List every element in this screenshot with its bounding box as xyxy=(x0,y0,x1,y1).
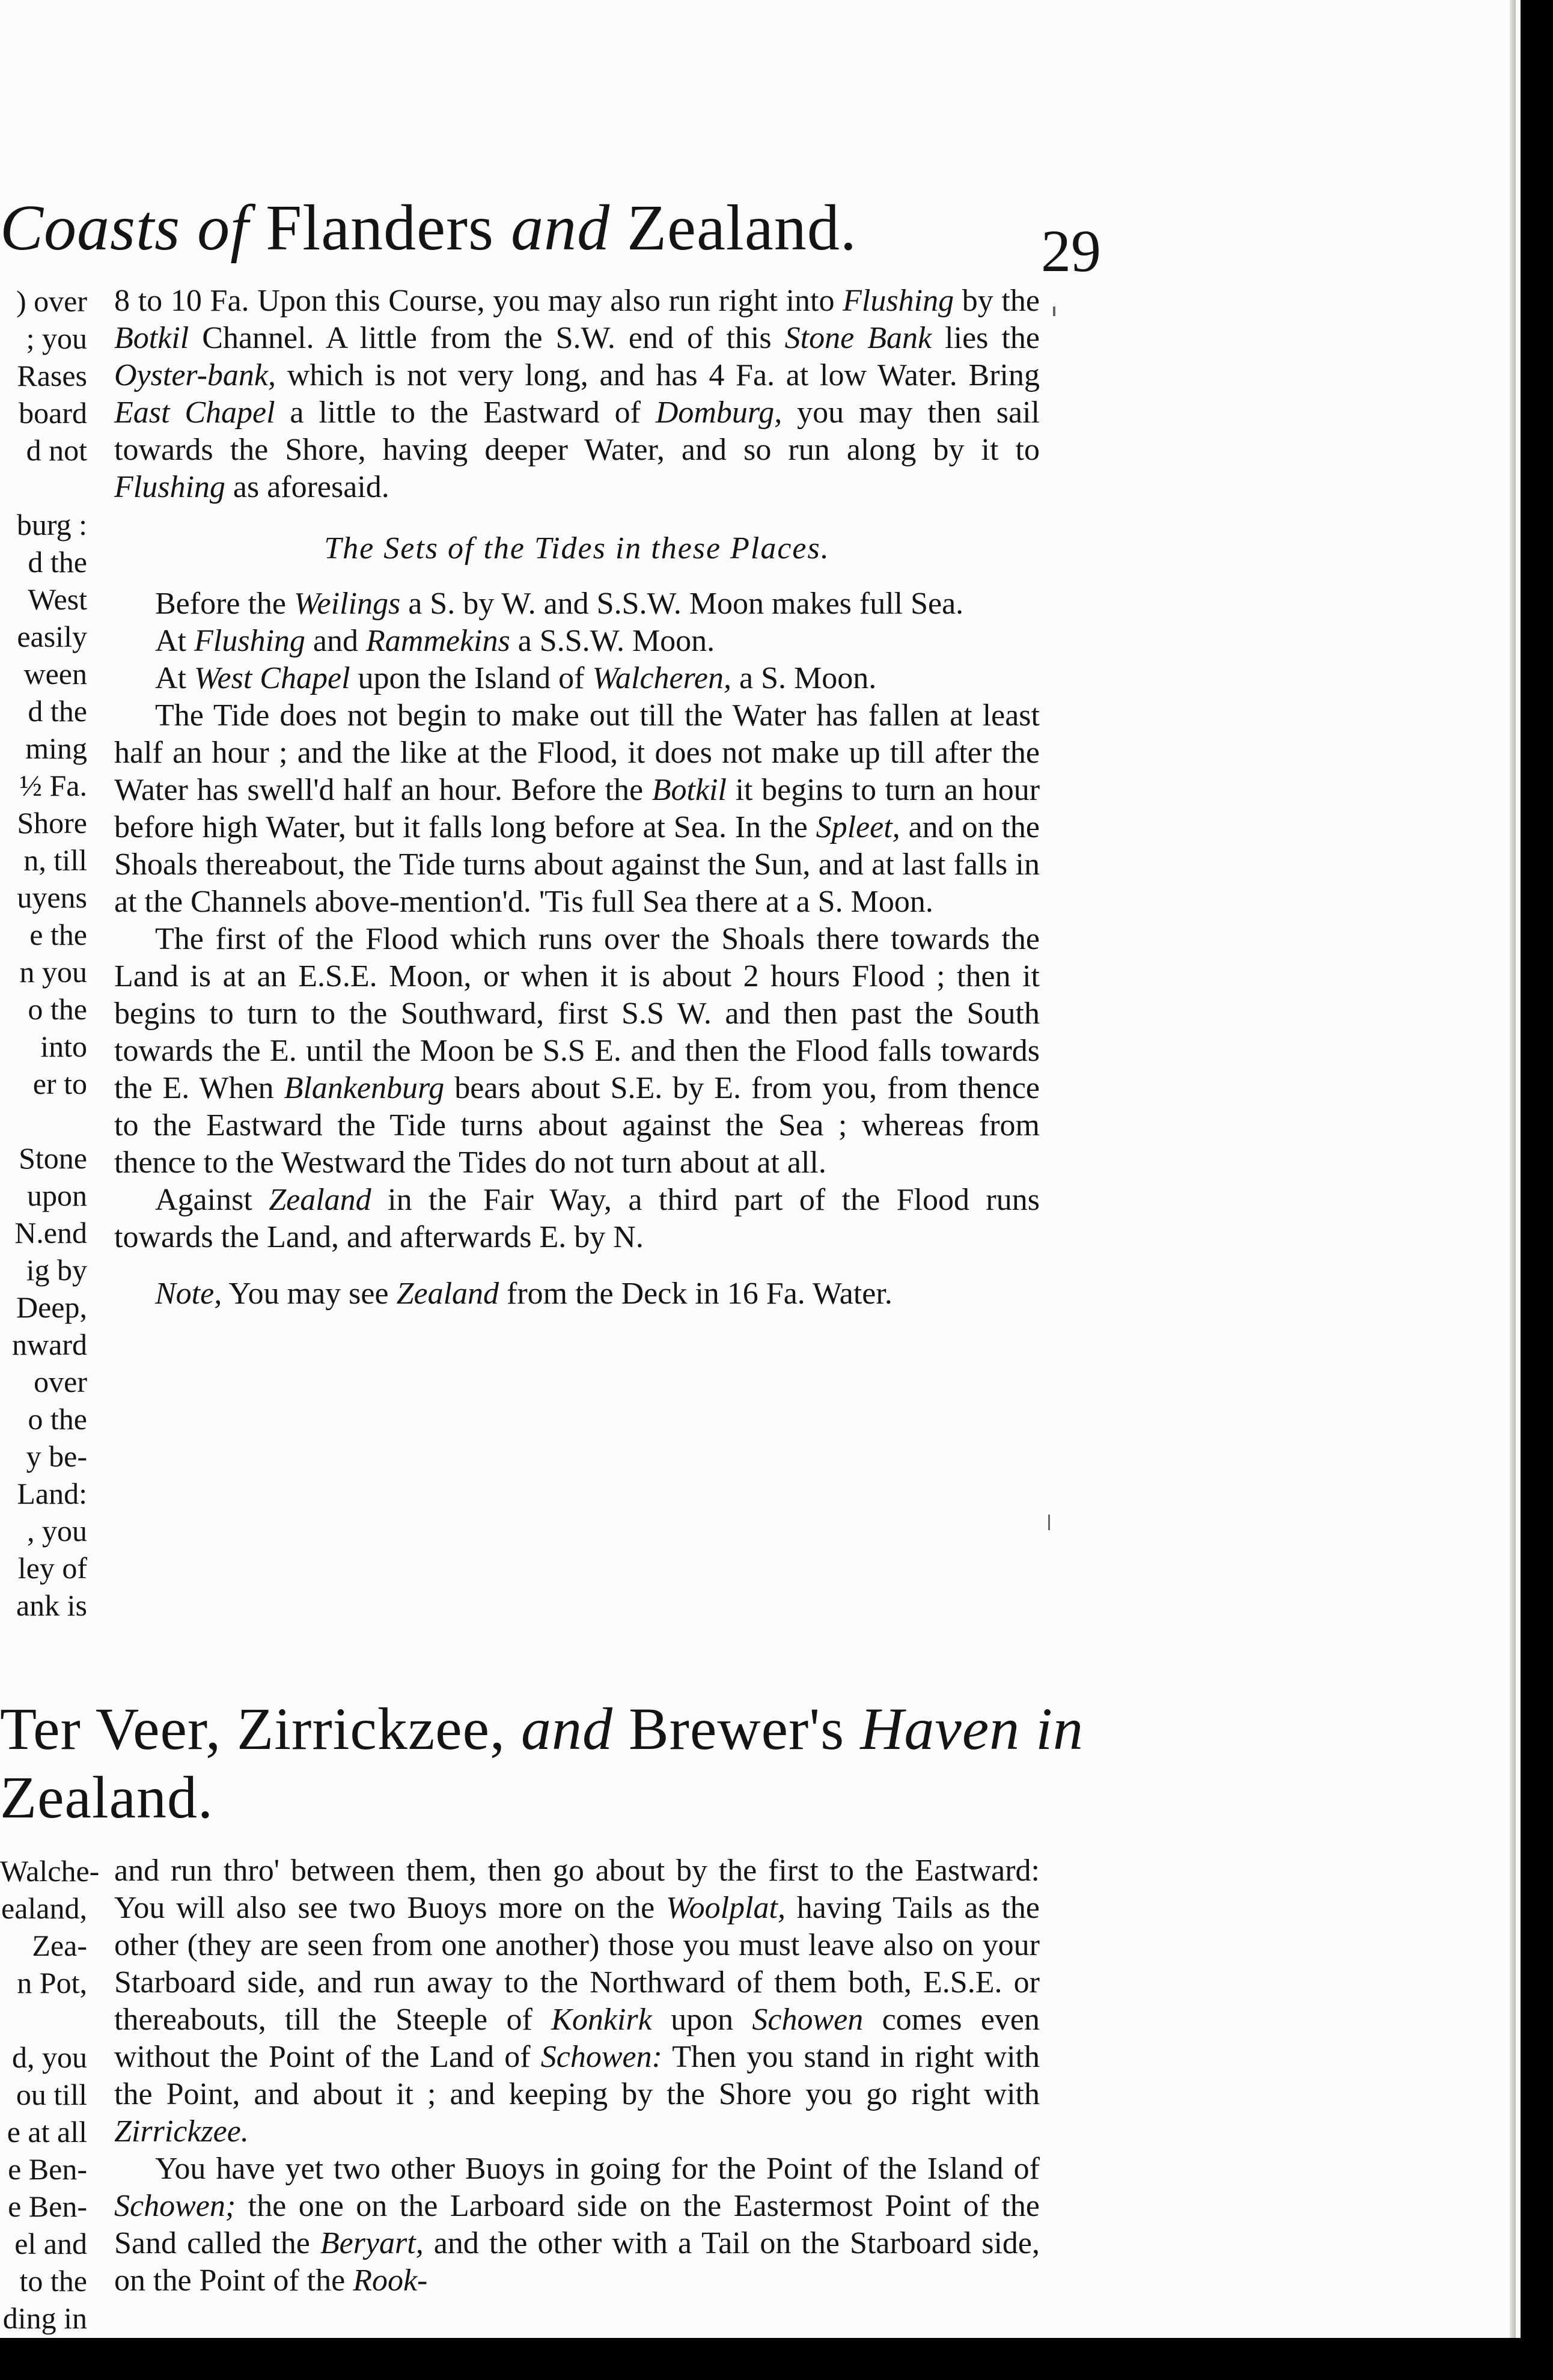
paragraph xyxy=(114,660,1040,697)
italic-run: Schowen xyxy=(752,2003,864,2037)
text-run: upon xyxy=(651,2003,752,2037)
text-run: 8 to 10 Fa. Upon this Course, you may also run right into xyxy=(114,284,843,318)
text-run: as aforesaid. xyxy=(225,470,389,504)
margin-fragment: into xyxy=(40,1030,87,1063)
italic-run: Woolplat, xyxy=(666,1891,786,1925)
italic-run: Domburg, xyxy=(655,395,783,430)
italic-run: Botkil xyxy=(114,321,189,355)
section-heading xyxy=(0,1695,1084,1832)
margin-fragment: e Ben- xyxy=(8,2189,87,2223)
italic-run: Flushing xyxy=(194,624,305,658)
text-run: Before the xyxy=(155,587,294,621)
italic-run: Schowen; xyxy=(114,2189,236,2223)
text-run: in the Fair Way, a third part of the Flood runs towards the Land, and afterwards E. by N. xyxy=(114,1183,1040,1254)
italic-run: Konkirk xyxy=(551,2003,652,2037)
running-head-name2: Zealand. xyxy=(627,192,857,264)
margin-fragment: , you xyxy=(27,1514,87,1548)
margin-fragment: to the xyxy=(19,2264,87,2298)
margin-fragment: e Ben- xyxy=(8,2152,87,2186)
margin-fragment: ealand, xyxy=(1,1891,87,1925)
margin-fragment: er to xyxy=(32,1067,87,1100)
margin-fragment: ding in xyxy=(2,2301,87,2335)
margin-fragment: uyens xyxy=(17,880,87,914)
margin-fragment: Zea- xyxy=(32,1929,87,1962)
paragraph xyxy=(114,1182,1040,1256)
text-run: it begins to turn an hour before high Water, but it falls long before at Sea. In the xyxy=(114,773,1040,844)
margin-fragment: Shore xyxy=(17,806,87,840)
running-head-pre: Coasts xyxy=(0,192,181,264)
margin-fragment: n you xyxy=(19,955,87,989)
italic-run: Oyster-bank, xyxy=(114,358,276,392)
margin-fragment: n Pot, xyxy=(17,1966,87,2000)
scan-border-right xyxy=(1521,0,1553,2380)
margin-fragment: e the xyxy=(29,918,87,951)
section-heading-part: Haven in xyxy=(860,1695,1084,1762)
italic-run: Flushing xyxy=(843,284,954,318)
margin-fragment: ween xyxy=(23,657,87,691)
text-run: you may then sail towards the Shore, having deeper Water, and so run along by it to xyxy=(114,395,1040,467)
section-heading-part: Ter Veer, Zirrickzee, xyxy=(0,1695,505,1762)
italic-run: Zirrickzee. xyxy=(114,2114,249,2149)
main-column-lower xyxy=(114,1852,1040,2299)
text-run: and xyxy=(305,624,366,658)
margin-fragment: N.end xyxy=(14,1216,87,1250)
paragraph xyxy=(114,282,1040,506)
italic-run: Schowen: xyxy=(540,2040,662,2074)
italic-run: West Chapel xyxy=(194,661,350,695)
margin-fragment: Stone xyxy=(19,1141,87,1175)
cropped-left-column-upper xyxy=(0,282,87,1624)
text-run: The Tide does not begin to make out till the Water has fallen at least half an hour ; and the like at the Flood, it does not make up till after the Water has swell'd half an hour. Before the xyxy=(114,698,1040,807)
text-run: and the other with a Tail on the Starboard side, on the Point of the xyxy=(114,2226,1040,2298)
margin-fragment: Rases xyxy=(17,359,87,392)
text-run: You may see xyxy=(222,1277,397,1311)
text-run: and on the Shoals thereabout, the Tide turns about against the Sun, and at last falls in at the Channels above-mention'd. 'Tis full Sea there at a S. Moon. xyxy=(114,810,1040,919)
italic-run: Blankenburg xyxy=(284,1071,445,1105)
running-head-name1: Flanders xyxy=(266,192,495,264)
text-run: a little to the Eastward of xyxy=(275,395,656,430)
text-run: lies the xyxy=(932,321,1040,355)
margin-fragment: West xyxy=(28,582,87,616)
print-speck xyxy=(1048,1515,1050,1530)
section-heading-line2: Zealand. xyxy=(0,1764,214,1831)
italic-run: Rook- xyxy=(353,2263,428,2298)
text-run: comes even without the Point of the Land of xyxy=(114,2003,1040,2074)
text-run: At xyxy=(155,661,194,695)
margin-fragment: o the xyxy=(28,992,87,1026)
text-run: which is not very long, and has 4 Fa. at low Water. Bring xyxy=(276,358,1040,392)
cropped-left-column-lower xyxy=(0,1852,100,2337)
italic-run: Note, xyxy=(155,1277,222,1311)
margin-fragment: ; you xyxy=(26,322,87,355)
italic-run: Botkil xyxy=(651,773,727,807)
margin-fragment: n, till xyxy=(23,843,87,877)
note-paragraph xyxy=(114,1275,1040,1313)
margin-fragment: d, you xyxy=(12,2040,87,2074)
text-run: from the Deck in 16 Fa. Water. xyxy=(499,1277,892,1311)
margin-fragment: ig by xyxy=(26,1253,87,1287)
paragraph xyxy=(114,585,1040,623)
text-run: a S. Moon. xyxy=(731,661,877,695)
running-head xyxy=(0,191,857,266)
italic-run: Beryart, xyxy=(320,2226,424,2260)
margin-fragment: d not xyxy=(26,433,87,467)
margin-fragment: Land: xyxy=(17,1477,87,1510)
paragraph xyxy=(114,697,1040,921)
paragraph xyxy=(114,2150,1040,2299)
margin-fragment: burg : xyxy=(16,508,87,542)
margin-fragment xyxy=(0,469,87,506)
margin-fragment: o the xyxy=(28,1402,87,1436)
italic-run: East Chapel xyxy=(114,395,275,430)
text-run: Against xyxy=(155,1183,269,1217)
page-number: 29 xyxy=(1041,218,1101,284)
margin-fragment: ou till xyxy=(16,2078,87,2111)
scan-border-bottom xyxy=(0,2338,1553,2380)
margin-fragment: el and xyxy=(14,2227,87,2260)
margin-fragment: ½ Fa. xyxy=(19,769,87,802)
margin-fragment: Deep, xyxy=(16,1290,87,1324)
margin-fragment: ank is xyxy=(16,1588,87,1622)
text-run: a S. by W. and S.S.W. Moon makes full Sea. xyxy=(400,587,964,621)
margin-fragment: upon xyxy=(27,1179,87,1212)
margin-fragment: ley of xyxy=(17,1551,87,1585)
margin-fragment: y be- xyxy=(26,1439,87,1473)
subheading: The Sets of the Tides in these Places. xyxy=(324,531,830,566)
text-run: a S.S.W. Moon. xyxy=(510,624,715,658)
running-head-and: and xyxy=(511,192,611,264)
text-run: You have yet two other Buoys in going for the Point of the Island of xyxy=(155,2152,1040,2186)
margin-fragment: d the xyxy=(28,694,87,728)
margin-fragment xyxy=(0,1102,87,1140)
margin-fragment: nward xyxy=(12,1328,87,1361)
paragraph xyxy=(114,623,1040,660)
italic-run: Zealand xyxy=(269,1183,371,1217)
margin-fragment: e at all xyxy=(7,2115,87,2149)
text-run: having Tails as the other (they are seen from one another) those you must leave also on your Starboard side, and run away to the Northward of them both, E.S.E. or thereabouts, till the Steeple of xyxy=(114,1891,1040,2037)
text-run: upon the Island of xyxy=(350,661,593,695)
paragraph xyxy=(114,1852,1040,2150)
running-head-of: of xyxy=(197,192,249,264)
margin-fragment xyxy=(0,2001,87,2039)
margin-fragment: over xyxy=(34,1365,87,1399)
text-run: and run thro' between them, then go about by the first to the Eastward: You will also see two Buoys more on the xyxy=(114,1854,1040,1925)
italic-run: Walcheren, xyxy=(592,661,732,695)
margin-fragment: ming xyxy=(25,731,87,765)
text-run: the one on the Larboard side on the Eastermost Point of the Sand called the xyxy=(114,2189,1040,2260)
paragraph xyxy=(114,921,1040,1182)
text-run: bears about S.E. by E. from you, from thence to the Eastward the Tide turns about against the Sea ; whereas from thence to the Westward the Tides do not turn about at all. xyxy=(114,1071,1040,1180)
section-heading-part: Brewer's xyxy=(628,1695,845,1762)
margin-fragment: easily xyxy=(17,620,87,653)
text-run: The first of the Flood which runs over the Shoals there towards the Land is at an E.S.E. Moon, or when it is about 2 hours Flood ; then it begins to turn to the Southward, first S.S W. and then past the South towards the E. until the Moon be S.S E. and then the Flood falls towards the E. When xyxy=(114,922,1040,1105)
text-run: Channel. A little from the S.W. end of this xyxy=(189,321,785,355)
italic-run: Zealand xyxy=(396,1277,499,1311)
italic-run: Stone Bank xyxy=(784,321,932,355)
italic-run: Rammekins xyxy=(366,624,510,658)
margin-fragment: d the xyxy=(28,545,87,579)
italic-run: Weilings xyxy=(294,587,401,621)
text-run: Then you stand in right with the Point, and about it ; and keeping by the Shore you go right with xyxy=(114,2040,1040,2111)
print-speck xyxy=(1053,307,1055,316)
text-run: by the xyxy=(954,284,1040,318)
main-column-upper xyxy=(114,282,1040,1313)
italic-run: Spleet, xyxy=(816,810,900,844)
italic-run: Flushing xyxy=(114,470,225,504)
section-heading-and: and xyxy=(520,1695,613,1762)
margin-fragment: Walche- xyxy=(0,1854,100,1888)
margin-fragment: ) over xyxy=(16,284,87,318)
margin-fragment: board xyxy=(19,396,87,430)
page-fold-shadow xyxy=(1510,0,1516,2338)
text-run: At xyxy=(155,624,194,658)
